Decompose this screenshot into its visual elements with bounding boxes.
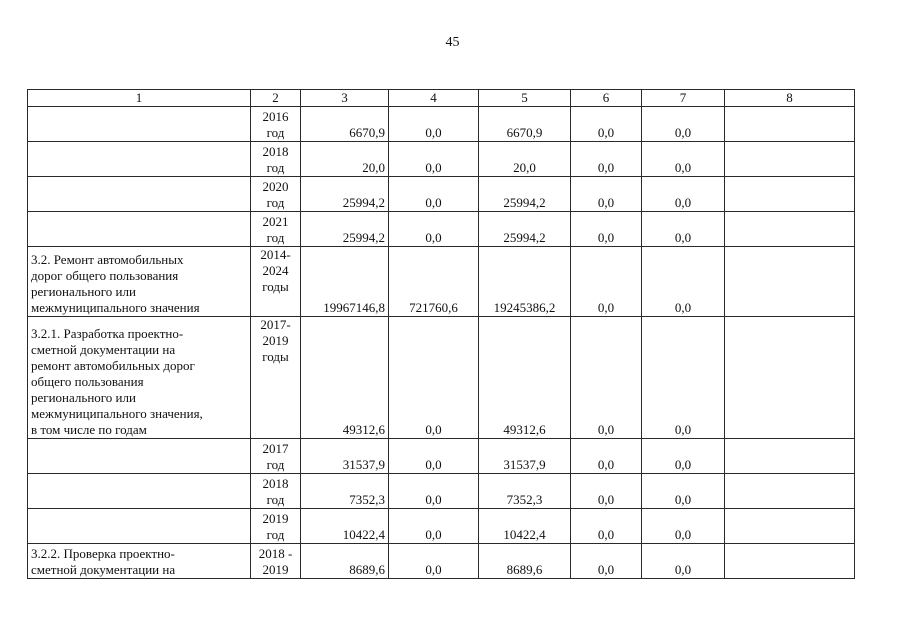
- value-cell-c7: 0,0: [642, 317, 725, 439]
- item-name-line: ремонт автомобильных дорог: [31, 358, 195, 373]
- page-number: 45: [445, 35, 460, 50]
- value-cell-c3: 25994,2: [301, 177, 389, 212]
- header-cell: 7: [642, 90, 725, 107]
- value-cell-c5: 25994,2: [479, 212, 571, 247]
- value-cell-c8: [725, 544, 855, 579]
- period-cell: [251, 177, 301, 212]
- table-header-row: [28, 90, 855, 107]
- period-line: 2019: [262, 333, 289, 348]
- item-name-cell: [28, 212, 251, 247]
- item-name-line: сметной документации на: [31, 562, 176, 577]
- value-cell-c5: 31537,9: [479, 439, 571, 474]
- value-cell-c7: 0,0: [642, 107, 725, 142]
- period-line: год: [266, 125, 285, 140]
- value-cell-c3: 31537,9: [301, 439, 389, 474]
- period-line: год: [266, 492, 285, 507]
- value-cell-c6: 0,0: [571, 509, 642, 544]
- period-cell: [251, 107, 301, 142]
- table-row: [28, 107, 855, 142]
- period-cell: [251, 544, 301, 579]
- value-cell-c4: 0,0: [389, 177, 479, 212]
- value-cell-c8: [725, 212, 855, 247]
- value-cell-c3: 7352,3: [301, 474, 389, 509]
- header-cell: 4: [389, 90, 479, 107]
- item-name-cell: [28, 509, 251, 544]
- value-cell-c8: [725, 247, 855, 317]
- value-cell-c7: 0,0: [642, 544, 725, 579]
- item-name-line: в том числе по годам: [31, 422, 147, 437]
- value-cell-c3: 25994,2: [301, 212, 389, 247]
- value-cell-c3: 8689,6: [301, 544, 389, 579]
- period-line: год: [266, 230, 285, 245]
- table-row: [28, 509, 855, 544]
- value-cell-c8: [725, 177, 855, 212]
- table-row: [28, 317, 855, 439]
- period-line: год: [266, 527, 285, 542]
- period-line: 2019: [262, 562, 289, 577]
- value-cell-c4: 0,0: [389, 317, 479, 439]
- value-cell-c4: 0,0: [389, 142, 479, 177]
- item-name-cell: [28, 107, 251, 142]
- value-cell-c8: [725, 317, 855, 439]
- value-cell-c7: 0,0: [642, 177, 725, 212]
- item-name-cell: [28, 247, 251, 317]
- table-row: [28, 177, 855, 212]
- period-line: 2018 -: [258, 546, 293, 561]
- header-cell: 8: [725, 90, 855, 107]
- period-line: 2021: [262, 214, 289, 229]
- item-name-line: сметной документации на: [31, 342, 176, 357]
- value-cell-c7: 0,0: [642, 439, 725, 474]
- period-line: 2019: [262, 511, 289, 526]
- period-line: год: [266, 195, 285, 210]
- value-cell-c4: 0,0: [389, 107, 479, 142]
- item-name-line: межмуниципального значения,: [31, 406, 203, 421]
- value-cell-c8: [725, 439, 855, 474]
- value-cell-c3: 20,0: [301, 142, 389, 177]
- table-row: [28, 439, 855, 474]
- item-name-line: дорог общего пользования: [31, 268, 179, 283]
- period-line: годы: [262, 349, 289, 364]
- value-cell-c7: 0,0: [642, 474, 725, 509]
- value-cell-c5: 25994,2: [479, 177, 571, 212]
- item-name-line: 3.2.2. Проверка проектно-: [31, 546, 175, 561]
- table-body: [28, 90, 855, 579]
- table-row: [28, 212, 855, 247]
- value-cell-c6: 0,0: [571, 439, 642, 474]
- value-cell-c6: 0,0: [571, 212, 642, 247]
- value-cell-c7: 0,0: [642, 212, 725, 247]
- period-cell: [251, 212, 301, 247]
- item-name-cell: [28, 544, 251, 579]
- period-line: 2014-: [260, 247, 291, 262]
- value-cell-c3: 10422,4: [301, 509, 389, 544]
- period-cell: [251, 439, 301, 474]
- period-cell: [251, 142, 301, 177]
- value-cell-c5: 6670,9: [479, 107, 571, 142]
- period-line: год: [266, 160, 285, 175]
- item-name-line: 3.2. Ремонт автомобильных: [31, 252, 184, 267]
- item-name-line: межмуниципального значения: [31, 300, 200, 315]
- value-cell-c4: 0,0: [389, 212, 479, 247]
- value-cell-c5: 49312,6: [479, 317, 571, 439]
- budget-table: [27, 89, 855, 579]
- period-line: 2020: [262, 179, 289, 194]
- period-cell: [251, 317, 301, 439]
- value-cell-c8: [725, 142, 855, 177]
- value-cell-c6: 0,0: [571, 247, 642, 317]
- table-row: [28, 474, 855, 509]
- item-name-line: регионального или: [31, 390, 136, 405]
- period-line: 2017-: [260, 317, 291, 332]
- period-line: год: [266, 457, 285, 472]
- period-line: 2018: [262, 476, 289, 491]
- value-cell-c6: 0,0: [571, 544, 642, 579]
- value-cell-c5: 20,0: [479, 142, 571, 177]
- item-name-line: регионального или: [31, 284, 136, 299]
- value-cell-c3: 6670,9: [301, 107, 389, 142]
- value-cell-c4: 721760,6: [389, 247, 479, 317]
- value-cell-c4: 0,0: [389, 474, 479, 509]
- value-cell-c7: 0,0: [642, 142, 725, 177]
- item-name-line: 3.2.1. Разработка проектно-: [31, 326, 184, 341]
- period-line: 2024: [262, 263, 289, 278]
- value-cell-c6: 0,0: [571, 107, 642, 142]
- header-cell: 5: [479, 90, 571, 107]
- table-row: [28, 247, 855, 317]
- period-cell: [251, 474, 301, 509]
- period-line: 2017: [262, 441, 289, 456]
- value-cell-c7: 0,0: [642, 509, 725, 544]
- period-cell: [251, 509, 301, 544]
- table-row: [28, 142, 855, 177]
- header-cell: 1: [28, 90, 251, 107]
- value-cell-c7: 0,0: [642, 247, 725, 317]
- item-name-line: общего пользования: [31, 374, 144, 389]
- value-cell-c8: [725, 474, 855, 509]
- item-name-cell: [28, 317, 251, 439]
- period-cell: [251, 247, 301, 317]
- value-cell-c4: 0,0: [389, 439, 479, 474]
- value-cell-c5: 10422,4: [479, 509, 571, 544]
- value-cell-c5: 7352,3: [479, 474, 571, 509]
- header-cell: 2: [251, 90, 301, 107]
- item-name-cell: [28, 142, 251, 177]
- value-cell-c4: 0,0: [389, 544, 479, 579]
- value-cell-c8: [725, 509, 855, 544]
- value-cell-c6: 0,0: [571, 142, 642, 177]
- header-cell: 3: [301, 90, 389, 107]
- period-line: 2018: [262, 144, 289, 159]
- value-cell-c6: 0,0: [571, 474, 642, 509]
- value-cell-c4: 0,0: [389, 509, 479, 544]
- item-name-cell: [28, 474, 251, 509]
- value-cell-c5: 19245386,2: [479, 247, 571, 317]
- value-cell-c3: 19967146,8: [301, 247, 389, 317]
- value-cell-c5: 8689,6: [479, 544, 571, 579]
- value-cell-c3: 49312,6: [301, 317, 389, 439]
- period-line: 2016: [262, 109, 289, 124]
- value-cell-c6: 0,0: [571, 317, 642, 439]
- item-name-cell: [28, 177, 251, 212]
- value-cell-c8: [725, 107, 855, 142]
- header-cell: 6: [571, 90, 642, 107]
- value-cell-c6: 0,0: [571, 177, 642, 212]
- table-row: [28, 544, 855, 579]
- period-line: годы: [262, 279, 289, 294]
- item-name-cell: [28, 439, 251, 474]
